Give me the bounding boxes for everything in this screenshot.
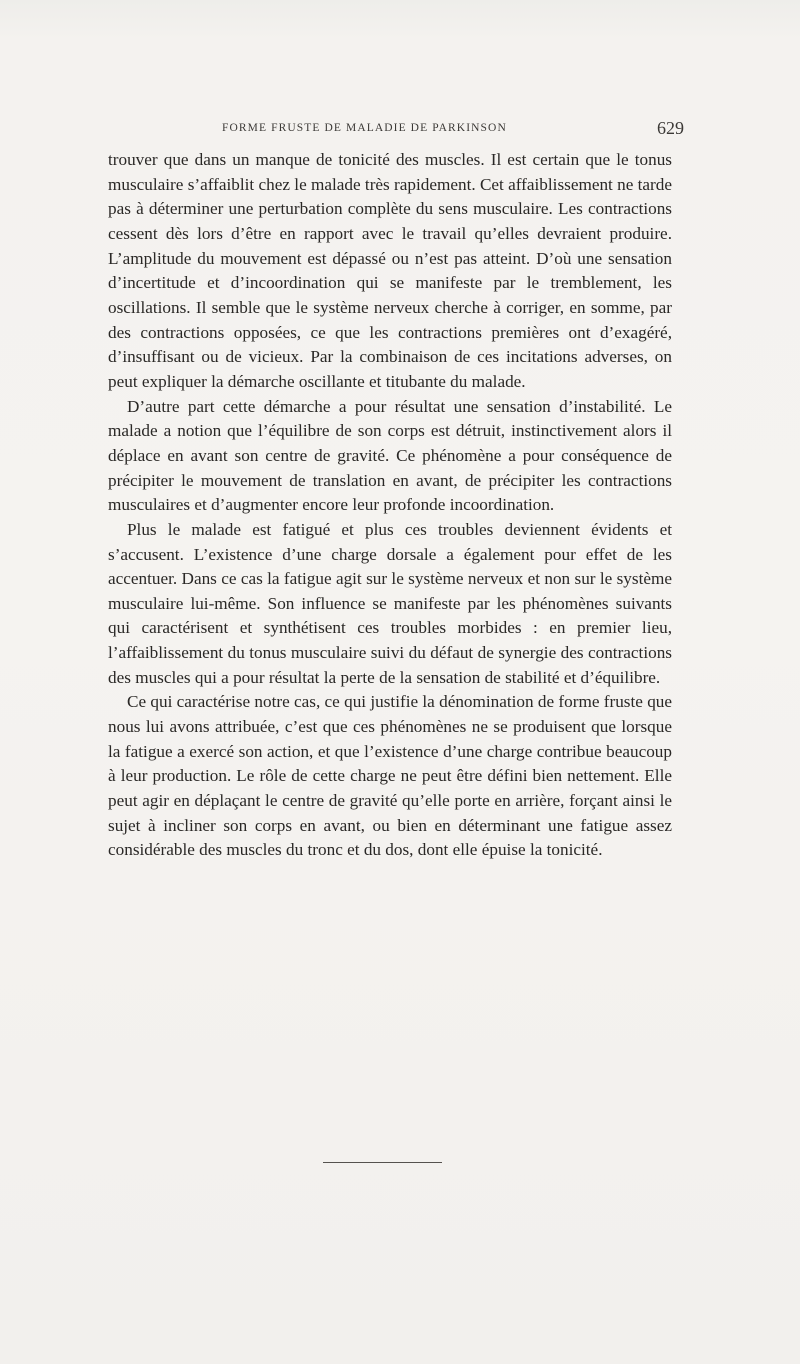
page-number: 629	[657, 118, 684, 138]
paragraph-3: Plus le malade est fatigué et plus ces troubles deviennent évidents et s’accusent. L’existence d’une charge dorsale a également pour effet de les accentuer. Dans ce cas la fatigue agit sur le système nerveux et non sur le système musculaire lui-même. Son influence se manifeste par les phénomènes suivants qui caractérisent et synthétisent ces troubles morbides : en premier lieu, l’affaiblissement du tonus musculaire suivi du défaut de synergie des contractions des muscles qui a pour résultat la perte de la sensation de stabilité et d’équilibre.	[108, 519, 672, 687]
paragraph-1: trouver que dans un manque de tonicité des muscles. Il est certain que le tonus musculaire s’affaiblit chez le malade très rapidement. Cet affaiblissement ne tarde pas à déterminer une perturbation complète du sens musculaire. Les contractions cessent dès lors d’être en rapport avec le travail qu’elles devraient produire. L’amplitude du mouvement est dépassé ou n’est pas atteint. D’où une sensation d’incertitude et d’incoordination qui se manifeste par le tremblement, les oscillations. Il semble que le système nerveux cherche à corriger, en somme, par des contractions opposées, ce que les contractions premières ont d’exagéré, d’insuffisant ou de vicieux. Par la combinaison de ces incitations adverses, on peut expliquer la démarche oscillante et titubante du malade.	[108, 150, 672, 391]
body-text	[108, 148, 672, 863]
paragraph-2: D’autre part cette démarche a pour résultat une sensation d’instabilité. Le malade a notion que l’équilibre de son corps est détruit, instinctivement alors il déplace en avant son centre de gravité. Ce phénomène a pour conséquence de précipiter le mouvement de translation en avant, de précipiter les contractions musculaires et d’augmenter encore leur profonde incoordination.	[108, 396, 672, 515]
running-title: FORME FRUSTE DE MALADIE DE PARKINSON	[222, 122, 507, 134]
section-end-rule	[323, 1162, 442, 1163]
page-header	[108, 118, 692, 142]
paragraph-4: Ce qui caractérise notre cas, ce qui justifie la dénomination de forme fruste que nous lui avons attribuée, c’est que ces phénomènes ne se produisent que lorsque la fatigue a exercé son action, et que l’existence d’une charge contribue beaucoup à leur production. Le rôle de cette charge ne peut être défini bien nettement. Elle peut agir en déplaçant le centre de gravité qu’elle porte en arrière, forçant ainsi le sujet à incliner son corps en avant, ou bien en déterminant une fatigue assez considérable des muscles du tronc et du dos, dont elle épuise la tonicité.	[108, 692, 673, 860]
